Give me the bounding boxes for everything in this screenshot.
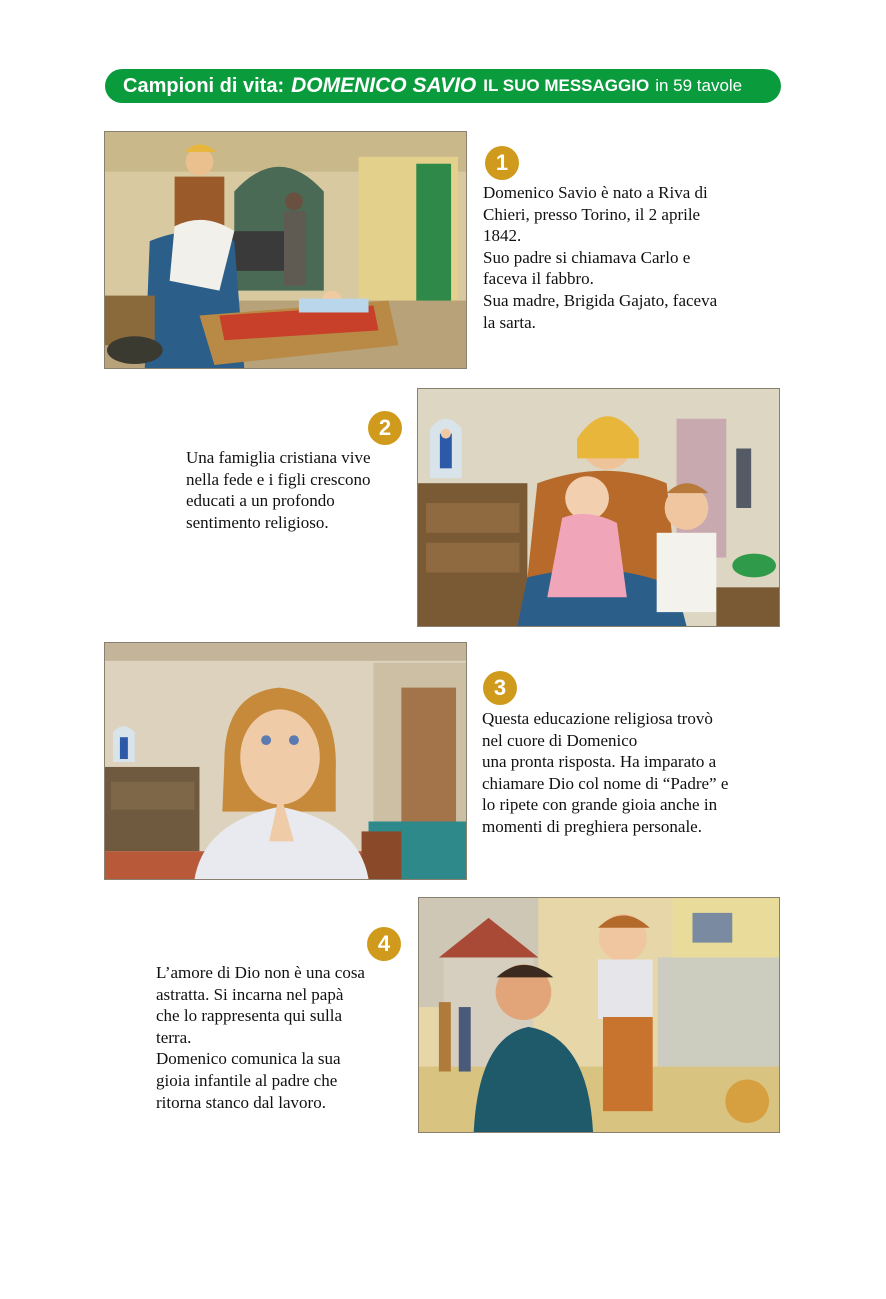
illustration-1 bbox=[104, 131, 467, 369]
text-line: nel cuore di Domenico bbox=[482, 730, 638, 750]
text-line: sentimento religioso. bbox=[186, 512, 329, 532]
text-line: terra. bbox=[156, 1027, 192, 1047]
panel-text-3 bbox=[482, 708, 728, 838]
text-line: Domenico comunica la sua bbox=[156, 1049, 341, 1069]
banner-subject: DOMENICO SAVIO bbox=[291, 74, 477, 97]
title-banner bbox=[105, 69, 781, 103]
banner-series: Campioni di vita: bbox=[123, 74, 285, 97]
banner-count: in 59 tavole bbox=[655, 76, 743, 95]
text-line: che lo rappresenta qui sulla bbox=[156, 1006, 342, 1026]
panel-number-3: 3 bbox=[483, 671, 517, 705]
panel-text-1 bbox=[483, 182, 717, 333]
text-line: gioia infantile al padre che bbox=[156, 1070, 338, 1090]
text-line: una pronta risposta. Ha imparato a bbox=[482, 752, 717, 772]
text-line: lo ripete con grande gioia anche in bbox=[482, 795, 718, 815]
text-line: nella fede e i figli crescono bbox=[186, 469, 371, 489]
text-line: 1842. bbox=[483, 226, 522, 246]
banner-message: IL SUO MESSAGGIO bbox=[483, 76, 650, 95]
illustration-4 bbox=[418, 897, 780, 1133]
text-line: chiamare Dio col nome di “Padre” e bbox=[482, 773, 729, 793]
illustration-2 bbox=[417, 388, 780, 627]
panel-text-2 bbox=[186, 447, 371, 533]
text-line: astratta. Si incarna nel papà bbox=[156, 984, 344, 1004]
panel-number-4: 4 bbox=[367, 927, 401, 961]
text-line: momenti di preghiera personale. bbox=[482, 816, 702, 836]
text-line: ritorna stanco dal lavoro. bbox=[156, 1092, 326, 1112]
text-line: Questa educazione religiosa trovò bbox=[482, 709, 713, 728]
text-line: Una famiglia cristiana vive bbox=[186, 448, 371, 467]
illustration-3 bbox=[104, 642, 467, 880]
text-line: faceva il fabbro. bbox=[483, 269, 594, 289]
text-line: la sarta. bbox=[483, 312, 536, 332]
text-line: Sua madre, Brigida Gajato, faceva bbox=[483, 290, 718, 310]
text-line: L’amore di Dio non è una cosa bbox=[156, 963, 365, 982]
text-line: educati a un profondo bbox=[186, 491, 335, 511]
panel-number-1: 1 bbox=[485, 146, 519, 180]
panel-text-4 bbox=[156, 962, 365, 1113]
text-line: Domenico Savio è nato a Riva di bbox=[483, 183, 708, 202]
panel-number-2: 2 bbox=[368, 411, 402, 445]
text-line: Suo padre si chiamava Carlo e bbox=[483, 247, 691, 267]
text-line: Chieri, presso Torino, il 2 aprile bbox=[483, 204, 701, 224]
